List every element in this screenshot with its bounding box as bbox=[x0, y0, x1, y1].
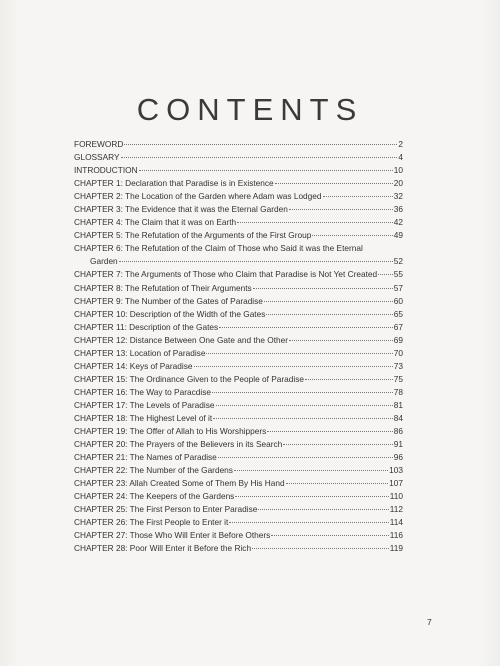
toc-entry bbox=[74, 529, 403, 542]
toc-entry-label: CHAPTER 19: The Offer of Allah to His Worshippers bbox=[74, 426, 267, 437]
toc-entry bbox=[74, 373, 403, 386]
toc-entry bbox=[74, 347, 403, 360]
toc-entry-label: GLOSSARY bbox=[74, 152, 120, 163]
toc-entry bbox=[74, 164, 403, 177]
dot-leader bbox=[289, 339, 393, 341]
toc-entry-label: CHAPTER 5: The Refutation of the Arguments of the First Group bbox=[74, 230, 312, 241]
toc-entry-page: 73 bbox=[393, 360, 403, 371]
dot-leader bbox=[124, 143, 397, 145]
toc-entry-page: 32 bbox=[393, 191, 403, 202]
toc-entry-label: FOREWORD bbox=[74, 139, 124, 149]
toc-entry-continuation bbox=[74, 255, 403, 268]
toc-entry bbox=[74, 268, 403, 281]
toc-entry bbox=[74, 477, 403, 490]
toc-entry-label: CHAPTER 16: The Way to Paracdise bbox=[74, 386, 211, 397]
toc-entry-page: 116 bbox=[389, 530, 403, 541]
toc-entry-page: 86 bbox=[393, 426, 403, 437]
toc-entry-page: 2 bbox=[398, 139, 403, 149]
toc-entry-page: 84 bbox=[393, 412, 403, 423]
toc-entry bbox=[74, 282, 403, 295]
toc-entry-page: 4 bbox=[398, 152, 403, 163]
toc-entry bbox=[74, 490, 403, 503]
toc-entry bbox=[74, 203, 403, 216]
toc-entry-page: 103 bbox=[389, 465, 403, 476]
toc-entry bbox=[74, 464, 403, 477]
dot-leader bbox=[253, 287, 393, 289]
toc-entry-label: CHAPTER 3: The Evidence that it was the Eternal Garden bbox=[74, 204, 288, 215]
toc-entry bbox=[74, 399, 403, 412]
toc-entry-page: 49 bbox=[393, 230, 403, 241]
toc-entry bbox=[74, 308, 403, 321]
toc-entry bbox=[74, 216, 403, 229]
dot-leader bbox=[119, 260, 393, 262]
toc-entry-label: CHAPTER 6: The Refutation of the Claim of Those who Said it was the Eternal bbox=[74, 243, 363, 254]
toc-entry-label: CHAPTER 25: The First Person to Enter Paradise bbox=[74, 504, 258, 515]
toc-entry-label: CHAPTER 11: Description of the Gates bbox=[74, 321, 219, 332]
toc-entry-page: 55 bbox=[393, 269, 403, 280]
page-number: 7 bbox=[427, 617, 432, 627]
toc-entry-label: CHAPTER 9: The Number of the Gates of Paradise bbox=[74, 295, 263, 306]
toc-entry-label: INTRODUCTION bbox=[74, 165, 138, 176]
toc-entry-page: 112 bbox=[389, 504, 403, 515]
dot-leader bbox=[252, 547, 389, 549]
toc-entry-page: 119 bbox=[389, 543, 403, 554]
toc-entry-page: 70 bbox=[393, 347, 403, 358]
toc-entry-label: CHAPTER 1: Declaration that Paradise is in Existence bbox=[74, 178, 274, 189]
toc-entry bbox=[74, 542, 403, 555]
toc-entry-label: CHAPTER 7: The Arguments of Those who Claim that Paradise is Not Yet Created bbox=[74, 269, 378, 280]
toc-entry bbox=[74, 151, 403, 164]
toc-entry-label: CHAPTER 15: The Ordinance Given to the People of Paradise bbox=[74, 373, 304, 384]
toc-entry-page: 52 bbox=[393, 256, 403, 267]
toc-entry-label: CHAPTER 23: Allah Created Some of Them By His Hand bbox=[74, 478, 285, 489]
toc-entry-label: CHAPTER 10: Description of the Width of the Gates bbox=[74, 308, 266, 319]
toc-entry bbox=[74, 360, 403, 373]
toc-entry bbox=[74, 295, 403, 308]
dot-leader bbox=[194, 365, 393, 367]
toc-entry-label: Garden bbox=[90, 256, 118, 267]
toc-entry bbox=[74, 138, 403, 151]
table-of-contents bbox=[74, 138, 403, 556]
dot-leader bbox=[121, 156, 398, 158]
dot-leader bbox=[212, 391, 393, 393]
toc-entry-label: CHAPTER 22: The Number of the Gardens bbox=[74, 465, 233, 476]
toc-entry bbox=[74, 438, 403, 451]
toc-entry-label: CHAPTER 17: The Levels of Paradise bbox=[74, 399, 215, 410]
toc-entry-page: 20 bbox=[393, 178, 403, 189]
toc-entry-label: CHAPTER 12: Distance Between One Gate and the Other bbox=[74, 334, 288, 345]
toc-entry bbox=[74, 425, 403, 438]
dot-leader bbox=[219, 326, 393, 328]
toc-entry bbox=[74, 177, 403, 190]
toc-entry-page: 110 bbox=[389, 491, 403, 502]
toc-entry-page: 57 bbox=[393, 282, 403, 293]
dot-leader bbox=[289, 208, 393, 210]
dot-leader bbox=[235, 495, 388, 497]
toc-entry-page: 67 bbox=[393, 321, 403, 332]
dot-leader bbox=[275, 182, 393, 184]
dot-leader bbox=[206, 352, 392, 354]
page-title: CONTENTS bbox=[136, 92, 364, 127]
toc-entry bbox=[74, 412, 403, 425]
toc-entry-label: CHAPTER 14: Keys of Paradise bbox=[74, 360, 193, 371]
dot-leader bbox=[323, 195, 393, 197]
toc-entry bbox=[74, 386, 403, 399]
dot-leader bbox=[139, 169, 393, 171]
toc-entry-label: CHAPTER 4: The Claim that it was on Earth bbox=[74, 217, 237, 228]
toc-entry-label: CHAPTER 20: The Prayers of the Believers in its Search bbox=[74, 439, 283, 450]
toc-entry bbox=[74, 334, 403, 347]
toc-entry-label: CHAPTER 21: The Names of Paradise bbox=[74, 452, 217, 463]
toc-entry-page: 96 bbox=[393, 452, 403, 463]
dot-leader bbox=[305, 378, 393, 380]
toc-entry-page: 65 bbox=[393, 308, 403, 319]
toc-entry-label: CHAPTER 24: The Keepers of the Gardens bbox=[74, 491, 235, 502]
dot-leader bbox=[216, 404, 393, 406]
dot-leader bbox=[312, 234, 392, 236]
dot-leader bbox=[234, 469, 388, 471]
toc-entry-page: 36 bbox=[393, 204, 403, 215]
dot-leader bbox=[283, 443, 392, 445]
toc-entry-page: 78 bbox=[393, 386, 403, 397]
toc-entry-page: 75 bbox=[393, 373, 403, 384]
dot-leader bbox=[271, 534, 388, 536]
toc-entry-label: CHAPTER 26: The First People to Enter it bbox=[74, 517, 229, 528]
toc-entry-page: 60 bbox=[393, 295, 403, 306]
dot-leader bbox=[213, 417, 393, 419]
toc-entry-label: CHAPTER 27: Those Who Will Enter it Before Others bbox=[74, 530, 271, 541]
toc-entry-label: CHAPTER 28: Poor Will Enter it Before the Rich bbox=[74, 543, 252, 554]
dot-leader bbox=[264, 300, 393, 302]
toc-entry bbox=[74, 242, 403, 255]
toc-entry-label: CHAPTER 8: The Refutation of Their Arguments bbox=[74, 282, 252, 293]
toc-entry-page: 10 bbox=[393, 165, 403, 176]
dot-leader bbox=[258, 508, 388, 510]
toc-entry bbox=[74, 321, 403, 334]
toc-entry bbox=[74, 516, 403, 529]
dot-leader bbox=[286, 482, 389, 484]
toc-entry bbox=[74, 190, 403, 203]
dot-leader bbox=[229, 521, 388, 523]
toc-entry-page: 69 bbox=[393, 334, 403, 345]
dot-leader bbox=[267, 430, 392, 432]
toc-entry-page: 107 bbox=[389, 478, 403, 489]
toc-entry bbox=[74, 503, 403, 516]
toc-entry-page: 81 bbox=[393, 399, 403, 410]
dot-leader bbox=[218, 456, 393, 458]
toc-entry bbox=[74, 451, 403, 464]
toc-entry-page: 114 bbox=[389, 517, 403, 528]
dot-leader bbox=[266, 313, 392, 315]
toc-entry-label: CHAPTER 13: Location of Paradise bbox=[74, 347, 206, 358]
toc-entry bbox=[74, 229, 403, 242]
toc-entry-label: CHAPTER 18: The Highest Level of it bbox=[74, 412, 213, 423]
dot-leader bbox=[237, 221, 393, 223]
dot-leader bbox=[378, 273, 393, 275]
toc-entry-page: 91 bbox=[393, 439, 403, 450]
toc-entry-page: 42 bbox=[393, 217, 403, 228]
toc-entry-label: CHAPTER 2: The Location of the Garden where Adam was Lodged bbox=[74, 191, 322, 202]
